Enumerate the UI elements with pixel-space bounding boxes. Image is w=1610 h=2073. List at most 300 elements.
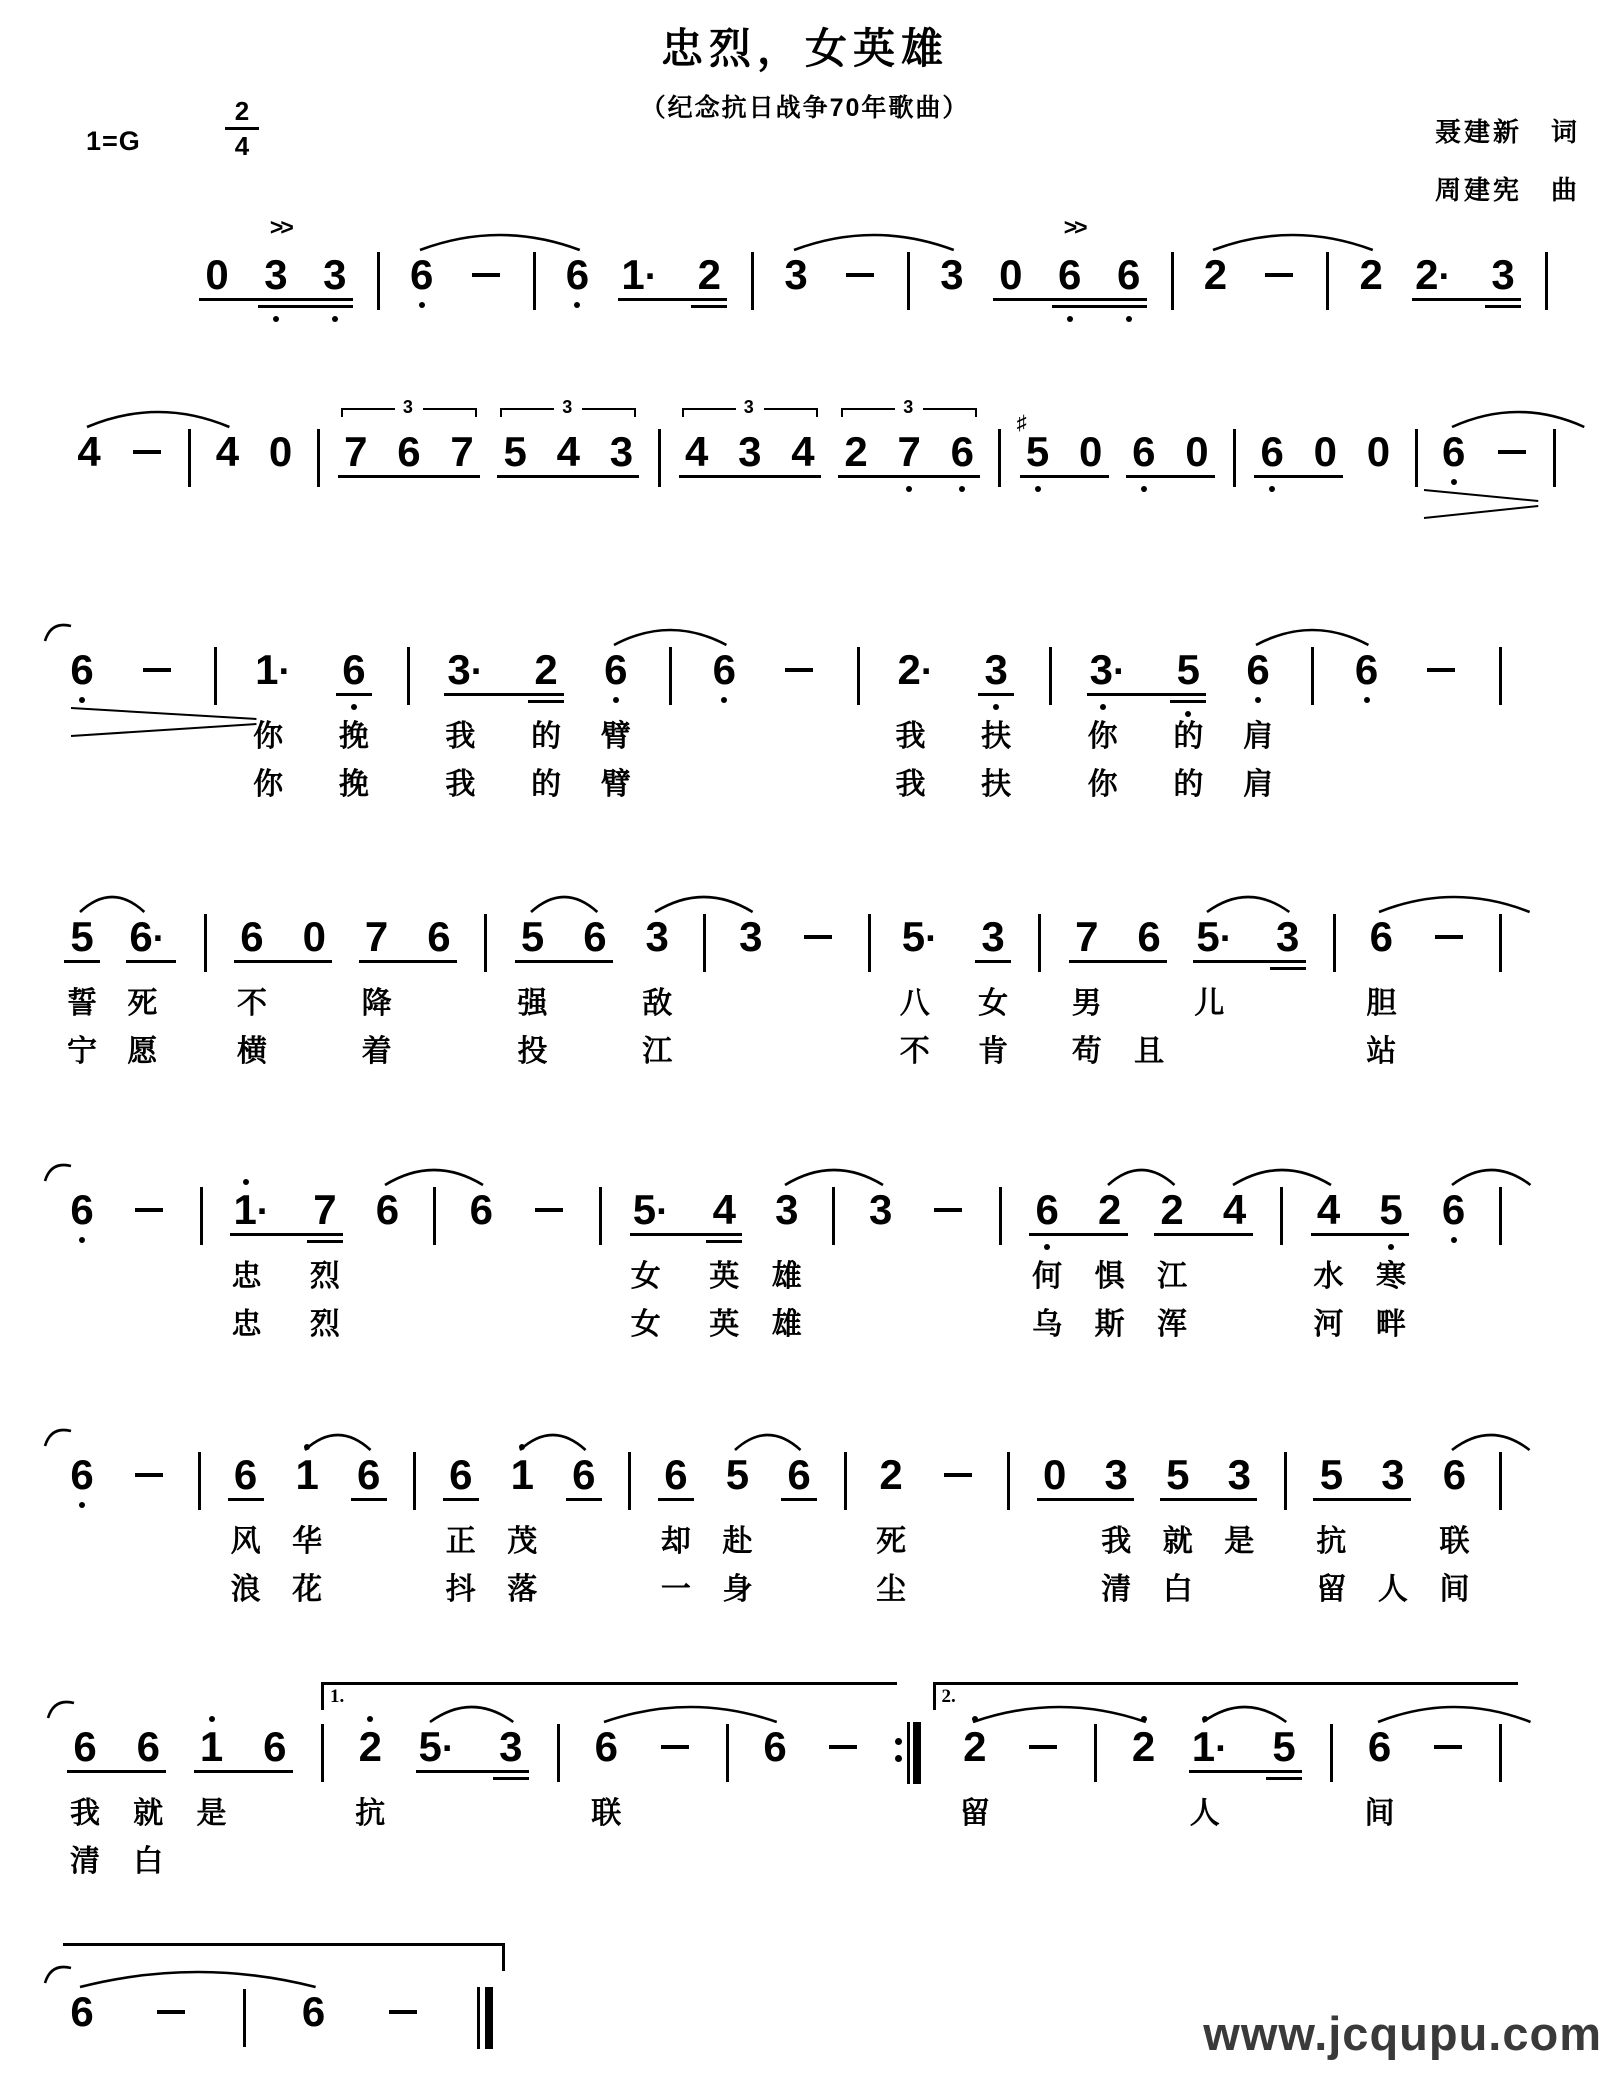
note-glyph: 5 <box>1176 646 1201 693</box>
note-digit <box>445 428 479 478</box>
note-digit <box>127 913 177 963</box>
low-octave-dot <box>574 302 580 308</box>
low-octave-dot <box>1067 316 1073 322</box>
lyric-syllable: 誓 <box>67 987 97 1020</box>
barline <box>1326 252 1329 310</box>
augmentation-dot: · <box>920 651 934 693</box>
lyric-syllable: 一 <box>660 1573 691 1606</box>
note-digit <box>619 251 669 301</box>
slur-tie <box>783 1160 885 1188</box>
triplet-bracket-tick <box>500 408 502 417</box>
lyric-syllable: 挽 <box>338 720 369 753</box>
lyric-syllable: 站 <box>1366 1035 1397 1068</box>
lyric-syllable: 花 <box>292 1573 323 1606</box>
barline <box>1280 1187 1283 1245</box>
lyric-syllable: 的 <box>1173 768 1204 801</box>
lyric-syllable: 挽 <box>338 768 369 801</box>
slur-tie <box>303 1425 373 1453</box>
note-digit <box>417 1723 467 1773</box>
note-glyph: 2 <box>1359 251 1383 298</box>
note-digit <box>1161 1451 1195 1501</box>
note-glyph: 3 <box>1089 646 1113 693</box>
duration-dash <box>1434 1745 1462 1749</box>
duration-dash <box>1427 668 1455 672</box>
note-glyph: 3 <box>869 1186 893 1233</box>
duration-dash <box>472 273 500 277</box>
repeat-thin-bar <box>907 1722 910 1784</box>
barline <box>188 429 191 487</box>
augmentation-dot: · <box>1219 918 1233 960</box>
barline <box>1333 914 1336 972</box>
note-glyph: 1 <box>510 1451 534 1498</box>
low-octave-dot <box>1035 486 1041 492</box>
note-digit <box>976 913 1010 963</box>
lyric-syllable: 抗 <box>355 1797 386 1830</box>
note-digit <box>352 1451 386 1501</box>
lyric-syllable: 何 <box>1032 1260 1063 1293</box>
low-octave-dot <box>79 1237 85 1243</box>
slur-tie <box>653 887 755 915</box>
note-glyph: 6 <box>664 1451 688 1498</box>
barline <box>628 1452 631 1510</box>
note-glyph: 5 <box>70 913 94 960</box>
note-digit <box>1376 1451 1410 1501</box>
note-digit <box>1486 251 1520 301</box>
triplet-bracket-line <box>923 408 977 410</box>
note-glyph: 3 <box>609 428 634 475</box>
note-glyph: 5 <box>1379 1186 1403 1233</box>
time-signature-bar <box>225 127 259 130</box>
note-digit <box>1271 913 1305 963</box>
note-glyph: 2 <box>1203 251 1228 298</box>
accent-marks: >> <box>269 214 291 240</box>
note-digit <box>551 428 585 478</box>
note-digit <box>498 428 532 478</box>
note-glyph: 6 <box>565 251 590 298</box>
volta-number: 1. <box>330 1686 345 1707</box>
lyric-syllable: 你 <box>253 720 284 753</box>
lyric-syllable: 烈 <box>309 1260 340 1293</box>
lyric-syllable: 我 <box>895 720 926 753</box>
augmentation-dot: · <box>1438 256 1452 298</box>
note-glyph: 4 <box>77 428 101 475</box>
song-title: 忠烈，女英雄 <box>660 25 949 72</box>
volta-bracket-line <box>933 1682 1519 1685</box>
duration-dash <box>1435 935 1463 939</box>
note-digit <box>339 428 373 478</box>
note-digit <box>65 1988 99 2038</box>
note-glyph: 3 <box>1491 251 1515 298</box>
slur-tie <box>78 887 146 915</box>
barline <box>1311 647 1314 705</box>
note-glyph: 6 <box>240 913 264 960</box>
low-octave-dot <box>906 486 912 492</box>
lyric-syllable: 你 <box>253 768 284 801</box>
note-digit <box>707 646 741 696</box>
note-beam <box>258 305 353 308</box>
note-digit <box>1222 1451 1256 1501</box>
lyric-syllable: 女 <box>630 1308 661 1341</box>
note-digit <box>1437 1451 1471 1501</box>
low-octave-dot <box>332 316 338 322</box>
duration-dash <box>1498 450 1526 454</box>
slur-tie <box>971 1697 1148 1725</box>
note-glyph: 2 <box>1097 1186 1122 1233</box>
note-glyph: 2 <box>1131 1723 1156 1770</box>
duration-dash <box>535 1208 563 1212</box>
lyric-syllable: 胆 <box>1366 987 1397 1020</box>
note-glyph: 3 <box>499 1723 523 1770</box>
lyric-syllable: 乌 <box>1032 1308 1063 1341</box>
note-digit <box>1088 646 1138 696</box>
duration-dash <box>135 1208 163 1212</box>
note-glyph: 6 <box>70 646 94 693</box>
note-digit <box>1038 1451 1072 1501</box>
note-digit <box>839 428 873 478</box>
lyric-syllable: 雄 <box>771 1260 802 1293</box>
barline <box>658 429 661 487</box>
note-glyph: 7 <box>897 428 921 475</box>
lyric-syllable: 的 <box>531 720 562 753</box>
low-octave-dot <box>721 697 727 703</box>
barline <box>669 647 672 705</box>
barline <box>1049 647 1052 705</box>
lyric-syllable: 臂 <box>600 768 631 801</box>
lyric-syllable: 白 <box>133 1845 164 1878</box>
watermark-text: www.jcqupu.com <box>1203 2007 1602 2060</box>
note-digit <box>1364 913 1398 963</box>
note-glyph: 6 <box>594 1723 618 1770</box>
note-digit <box>200 251 234 301</box>
note-digit <box>707 1186 741 1236</box>
lyric-syllable: 就 <box>1162 1525 1193 1558</box>
note-glyph: 6 <box>1441 1186 1466 1233</box>
note-glyph: 0 <box>1079 428 1103 475</box>
duration-dash <box>829 1745 857 1749</box>
lyric-syllable: 留 <box>959 1797 990 1830</box>
decrescendo-hairpin <box>71 707 256 737</box>
note-digit <box>1363 1723 1397 1773</box>
note-digit <box>131 1723 165 1773</box>
slur-tie <box>78 1962 318 1990</box>
note-glyph: 5 <box>418 1723 442 1770</box>
barline <box>407 647 410 705</box>
note-glyph: 4 <box>1316 1186 1341 1233</box>
note-glyph: 1 <box>233 1186 257 1233</box>
note-beam <box>1170 700 1206 703</box>
note-glyph: 3 <box>739 913 763 960</box>
time-signature-numerator: 2 <box>234 96 250 126</box>
note-digit <box>786 428 820 478</box>
triplet-bracket-tick <box>682 408 684 417</box>
note-digit <box>1218 1186 1252 1236</box>
note-digit <box>874 1451 908 1501</box>
duration-dash <box>846 273 874 277</box>
note-digit <box>864 1186 898 1236</box>
song-subtitle: （纪念抗日战争70年歌曲） <box>640 94 970 122</box>
barline <box>377 252 380 310</box>
tie-continuation-arc <box>46 1698 76 1720</box>
volta-bracket-tick <box>933 1682 936 1710</box>
lyric-syllable: 茂 <box>507 1525 538 1558</box>
duration-dash <box>133 450 161 454</box>
triplet-bracket-tick <box>816 408 818 417</box>
note-glyph: 6 <box>70 1988 94 2035</box>
slur-tie <box>518 1425 588 1453</box>
triplet-bracket-line <box>582 408 636 410</box>
duration-dash <box>135 1473 163 1477</box>
slur-tie <box>733 1425 803 1453</box>
lyric-syllable: 扶 <box>981 768 1012 801</box>
tie-continuation-arc <box>43 1426 73 1448</box>
slur-tie <box>792 225 956 253</box>
augmentation-dot: · <box>441 1728 455 1770</box>
note-glyph: 6 <box>1367 1723 1392 1770</box>
lyric-syllable: 抗 <box>1316 1525 1347 1558</box>
note-digit <box>405 251 439 301</box>
note-digit <box>308 1186 342 1236</box>
note-digit <box>1194 913 1244 963</box>
augmentation-dot: · <box>470 651 484 693</box>
note-glyph: 0 <box>205 251 229 298</box>
note-beam <box>1270 967 1306 970</box>
slur-tie <box>1211 225 1375 253</box>
augmentation-dot: · <box>656 1191 669 1233</box>
augmentation-dot: · <box>644 256 658 298</box>
slur-tie <box>85 402 231 430</box>
note-glyph: 5 <box>1196 913 1220 960</box>
lyric-syllable: 浪 <box>230 1573 261 1606</box>
note-digit <box>640 913 674 963</box>
augmentation-dot: · <box>1112 651 1126 693</box>
augmentation-dot: · <box>152 918 166 960</box>
note-digit <box>1190 1723 1240 1773</box>
barline <box>433 1187 436 1245</box>
high-octave-dot <box>243 1179 249 1185</box>
lyric-syllable: 儿 <box>1194 987 1225 1020</box>
note-glyph: 6 <box>572 1451 596 1498</box>
barline <box>321 1724 324 1782</box>
lyric-syllable: 且 <box>1134 1035 1165 1068</box>
lyric-syllable: 扶 <box>981 720 1012 753</box>
slur-tie <box>418 225 582 253</box>
high-octave-dot <box>209 1716 215 1722</box>
duration-dash <box>143 668 171 672</box>
lyric-syllable: 清 <box>70 1845 100 1878</box>
note-digit <box>297 913 331 963</box>
note-glyph: 7 <box>1075 913 1099 960</box>
note-digit <box>290 1451 324 1501</box>
note-digit <box>1437 428 1471 478</box>
note-glyph: 0 <box>1043 1451 1067 1498</box>
note-glyph: 5 <box>1025 428 1050 475</box>
note-digit <box>1099 1451 1133 1501</box>
note-glyph: 6 <box>1246 646 1270 693</box>
barline <box>703 914 706 972</box>
note-glyph: 6 <box>950 428 974 475</box>
slur-tie <box>428 1697 515 1725</box>
note-digit <box>994 251 1028 301</box>
low-octave-dot <box>1141 486 1147 492</box>
note-digit <box>720 1451 754 1501</box>
note-glyph: 3 <box>940 251 964 298</box>
note-digit <box>65 913 99 963</box>
triplet-number: 3 <box>903 397 914 417</box>
barline <box>998 429 1001 487</box>
lyric-syllable: 敌 <box>642 987 673 1020</box>
augmentation-dot: · <box>1215 1728 1228 1770</box>
barline <box>751 252 754 310</box>
lyric-syllable: 风 <box>230 1525 261 1558</box>
note-beam <box>691 305 727 308</box>
lyric-syllable: 女 <box>978 987 1009 1020</box>
lyric-syllable: 是 <box>1224 1525 1255 1558</box>
note-digit <box>604 428 638 478</box>
note-glyph: 6 <box>1442 1451 1467 1498</box>
note-digit <box>65 1451 99 1501</box>
note-glyph: 1 <box>255 646 279 693</box>
barline <box>484 914 487 972</box>
barline <box>832 1187 835 1245</box>
note-glyph: 6 <box>604 646 628 693</box>
lyric-syllable: 的 <box>531 768 562 801</box>
note-glyph: 6 <box>136 1723 160 1770</box>
lyric-syllable: 人 <box>1189 1797 1220 1830</box>
note-glyph: 2 <box>963 1723 987 1770</box>
lyric-syllable: 斯 <box>1094 1308 1125 1341</box>
augmentation-dot: · <box>278 651 292 693</box>
barline <box>1233 429 1236 487</box>
note-glyph: 4 <box>684 428 709 475</box>
high-octave-dot <box>367 1716 373 1722</box>
note-digit <box>253 646 303 696</box>
note-glyph: 3 <box>738 428 762 475</box>
note-glyph: 6 <box>1035 1186 1059 1233</box>
duration-dash <box>389 2010 417 2014</box>
lyric-syllable: 白 <box>1162 1573 1193 1606</box>
barline <box>533 252 536 310</box>
lyric-syllable: 是 <box>196 1797 227 1830</box>
barline <box>1284 1452 1287 1510</box>
lyric-syllable: 赴 <box>722 1525 753 1558</box>
triplet-number: 3 <box>562 397 573 417</box>
time-signature-denominator: 4 <box>234 131 250 161</box>
lyric-syllable: 畔 <box>1376 1308 1407 1341</box>
note-digit <box>297 1988 331 2038</box>
slur-tie <box>1450 1425 1532 1453</box>
note-digit <box>733 428 767 478</box>
barline <box>1330 1724 1333 1782</box>
duration-dash <box>934 1208 962 1212</box>
note-beam <box>1266 1777 1302 1780</box>
lyric-syllable: 我 <box>445 720 476 753</box>
note-digit <box>370 1186 404 1236</box>
note-glyph: 6 <box>1260 428 1284 475</box>
note-glyph: 3 <box>1381 1451 1405 1498</box>
lyric-syllable: 宁 <box>67 1035 97 1068</box>
note-glyph: 6 <box>787 1451 811 1498</box>
note-digit <box>318 251 352 301</box>
low-octave-dot <box>1451 479 1457 485</box>
lyric-syllable: 我 <box>445 768 476 801</box>
lyric-syllable: 你 <box>1087 768 1118 801</box>
barline <box>1499 1724 1502 1782</box>
note-digit <box>1308 428 1342 478</box>
final-thin-bar <box>477 1987 480 2049</box>
lyric-syllable: 的 <box>1173 720 1204 753</box>
final-thick-bar <box>485 1987 493 2049</box>
slur-tie <box>1450 402 1586 430</box>
note-digit <box>1155 1186 1189 1236</box>
lyric-syllable: 不 <box>236 987 267 1020</box>
note-glyph: 6 <box>70 1186 94 1233</box>
lyric-syllable: 正 <box>445 1525 476 1558</box>
lyric-syllable: 肩 <box>1243 768 1274 801</box>
lyric-syllable: 尘 <box>876 1573 907 1606</box>
note-glyph: 6 <box>1116 251 1141 298</box>
lyric-syllable: 河 <box>1313 1308 1344 1341</box>
barline <box>1499 914 1502 972</box>
note-digit <box>1171 646 1205 696</box>
lyric-syllable: 我 <box>1101 1525 1132 1558</box>
note-beam <box>1052 305 1147 308</box>
barline <box>1499 1452 1502 1510</box>
note-glyph: 0 <box>1313 428 1338 475</box>
tie-continuation-arc <box>43 1963 73 1985</box>
note-digit <box>560 251 594 301</box>
triplet-bracket-tick <box>634 408 636 417</box>
note-digit <box>494 1723 528 1773</box>
lyric-syllable: 降 <box>361 987 392 1020</box>
note-glyph: 5 <box>503 428 527 475</box>
note-glyph: 4 <box>556 428 580 475</box>
lyric-syllable: 强 <box>517 987 548 1020</box>
note-digit <box>1374 1186 1408 1236</box>
note-digit <box>1112 251 1146 301</box>
duration-dash <box>661 1745 689 1749</box>
note-glyph: 3 <box>447 646 471 693</box>
note-glyph: 2 <box>1415 251 1439 298</box>
lyric-syllable: 男 <box>1071 987 1102 1020</box>
note-glyph: 3 <box>1227 1451 1251 1498</box>
time-signature <box>222 96 262 161</box>
note-digit <box>505 1451 539 1501</box>
barline <box>204 914 207 972</box>
slur-tie <box>1201 1697 1288 1725</box>
lyric-syllable: 水 <box>1313 1260 1344 1293</box>
note-digit <box>1127 1723 1161 1773</box>
note-digit <box>516 913 550 963</box>
note-digit <box>444 1451 478 1501</box>
lyric-syllable: 臂 <box>600 720 631 753</box>
note-digit <box>599 646 633 696</box>
note-digit <box>895 646 945 696</box>
lyric-syllable: 肯 <box>978 1035 1009 1068</box>
lyric-syllable: 留 <box>1316 1573 1347 1606</box>
note-beam <box>1485 305 1521 308</box>
note-glyph: 4 <box>1222 1186 1247 1233</box>
low-octave-dot <box>1269 486 1275 492</box>
triplet-bracket-line <box>500 408 554 410</box>
note-digit <box>979 646 1013 696</box>
note-digit <box>680 428 714 478</box>
lyric-syllable: 江 <box>1157 1260 1188 1293</box>
note-digit <box>659 1451 693 1501</box>
note-glyph: 6 <box>263 1723 287 1770</box>
augmentation-dot: · <box>925 918 938 960</box>
note-digit <box>1241 646 1275 696</box>
slur-tie <box>1106 1160 1176 1188</box>
